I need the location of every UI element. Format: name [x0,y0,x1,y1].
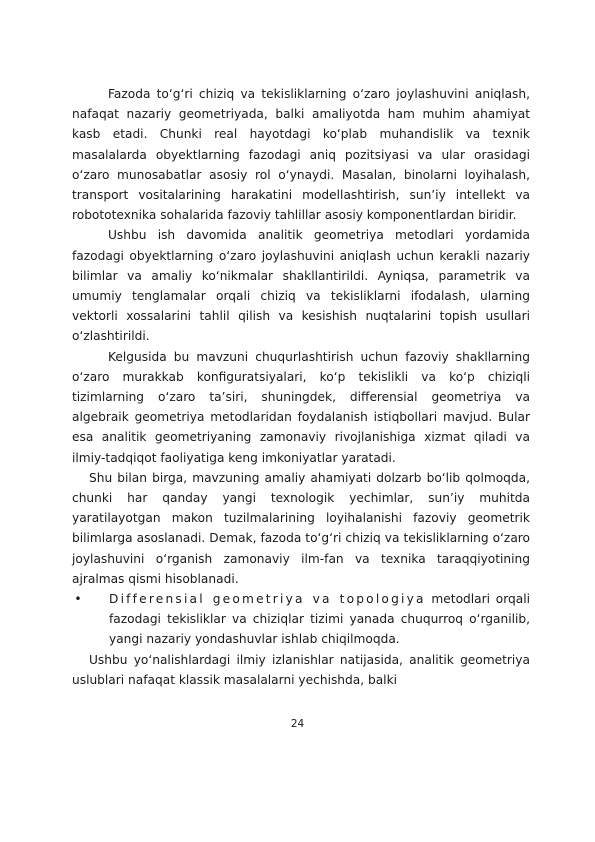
paragraph-2: Ushbu ish davomida analitik geometriya metodlari yordamida fazodagi obyektlarning o‘zaro joylashuvini aniqlash uchun kerakli nazariy bilimlar va amaliy ko‘nikmalar shakllantirildi. Ayniqsa, parametrik va umumiy tenglamalar orqali chiziq va tekisliklarni ifodalash, ularning vektorli xossalarini tahlil qilish va kesishish nuqtalarini topish usullari o‘zlashtirildi. [72,228,530,344]
paragraph-1: Fazoda to‘g‘ri chiziq va tekisliklarning o‘zaro joylashuvini aniqlash, nafaqat nazariy geometriyada, balki amaliyotda ham muhim ahamiyat kasb etadi. Chunki real hayotdagi ko‘plab muhandislik va texnik masalalarda obyektlarning fazodagi aniq pozitsiyasi va ular orasidagi o‘zaro munosabatlar asosiy rol o‘ynaydi. Masalan, binolarni loyihalash, transport vositalarining harakatini modellashtirish, sun’iy intellekt va robototexnika sohalarida fazoviy tahlillar asosiy komponentlardan biridir. [72,87,530,223]
bullet-rest-text: metodlari orqali fazodagi tekisliklar va chiziqlar tizimi yanada chuqurroq o‘rganilib, yangi nazariy yondashuvlar ishlab chiqilmoqda. [109,592,530,647]
page-number: 24 [290,718,305,730]
document-body [72,84,530,690]
list-item [72,589,530,650]
paragraph-4: Shu bilan birga, mavzuning amaliy ahamiyati dolzarb bo‘lib qolmoqda, chunki har qanday yangi texnologik yechimlar, sun’iy muhitda yaratilayotgan makon tuzilmalarining loyihalanishi fazoviy geometrik bilimlarga asoslanadi. Demak, fazoda to‘g‘ri chiziq va tekisliklarning o‘zaro joylashuvini o‘rganish zamonaviy ilm-fan va texnika taraqqiyotining ajralmas qismi hisoblanadi. [72,470,530,586]
bullet-marker: • [74,592,82,607]
closing-paragraph: Ushbu yo‘nalishlardagi ilmiy izlanishlar natijasida, analitik geometriya uslublari nafaqat klassik masalalarni yechishda, balki [72,652,530,687]
bullet-list [72,589,530,650]
bullet-lead-text: Differensial geometriya va topologiya [109,592,426,607]
paragraph-3: Kelgusida bu mavzuni chuqurlashtirish uchun fazoviy shakllarning o‘zaro murakkab konfiguratsiyalari, ko‘p tekislikli va ko‘p chiziqli tizimlarning o‘zaro ta’siri, shuningdek, differensial geometriya va algebraik geometriya metodlaridan foydalanish istiqbollari mavjud. Bular esa analitik geometriyaning zamonaviy rivojlanishiga xizmat qiladi va ilmiy-tadqiqot faoliyatiga keng imkoniyatlar yaratadi. [72,349,530,465]
